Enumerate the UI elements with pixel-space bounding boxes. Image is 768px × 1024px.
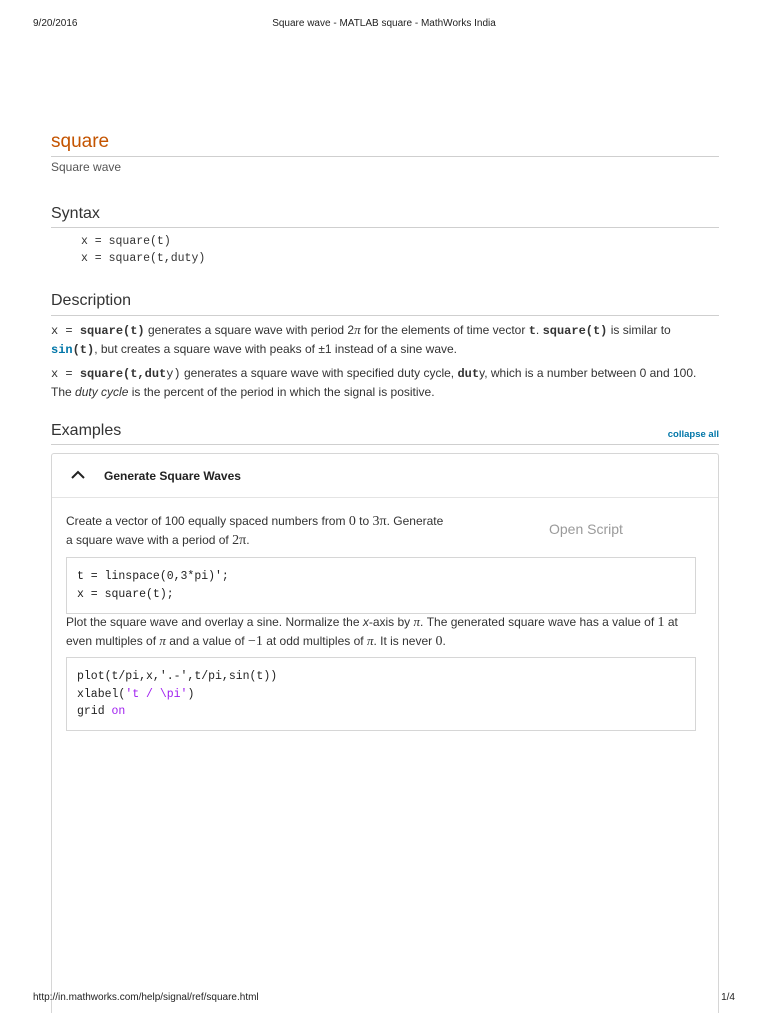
examples-divider [51,444,719,445]
print-url: http://in.mathworks.com/help/signal/ref/square.html [33,992,259,1003]
example-title: Generate Square Waves [104,469,241,483]
page-purpose: Square wave [51,160,122,174]
print-page-title: Square wave - MATLAB square - MathWorks India [272,18,496,29]
syntax-line-2: x = square(t,duty) [81,252,206,265]
code-line: t = linspace(0,3*pi)'; [77,570,229,583]
code-line: plot(t/pi,x,'.-',t/pi,sin(t)) [77,670,278,683]
page-number: 1/4 [721,992,735,1003]
example-panel [51,453,719,1013]
example-intro: Create a vector of 100 equally spaced numbers from 0 to 3π. Generate a square wave with a period of 2π. [66,514,444,548]
print-header [33,18,735,32]
example-plot-text: Plot the square wave and overlay a sine. Normalize the x-axis by π. The generated square wave has a value of 1 at even multiples of π and a value of −1 at odd multiples of π. It is never 0. [66,614,678,649]
description-heading: Description [51,292,132,309]
code-line: xlabel('t / \pi') [77,687,195,701]
print-date: 9/20/2016 [33,18,78,29]
syntax-divider [51,227,719,228]
description-paragraph-1: x = square(t) generates a square wave with period 2π for the elements of time vector t. square(t) is similar to sin(t), but creates a square wave with peaks of ±1 instead of a sine wave. [51,322,671,357]
open-script-button[interactable]: Open Script [549,521,623,537]
description-paragraph-2: x = square(t,duty) generates a square wave with specified duty cycle, duty, which is a number between 0 and 100. The duty cycle is the percent of the period in which the signal is positive. [51,366,697,399]
code-line: grid on [77,705,126,718]
example-header[interactable] [52,454,718,498]
syntax-heading: Syntax [51,205,100,222]
print-footer [33,992,735,1006]
chevron-up-icon[interactable] [70,468,86,482]
description-divider [51,315,719,316]
code-block-2[interactable] [66,657,696,731]
code-block-1[interactable] [66,557,696,614]
collapse-all-link[interactable]: collapse all [667,429,719,440]
title-divider [51,156,719,157]
page-title: square [51,131,110,152]
syntax-line-1: x = square(t) [81,235,171,248]
examples-heading: Examples [51,422,122,439]
sin-function-link[interactable]: sin [51,343,73,357]
code-line: x = square(t); [77,587,174,601]
